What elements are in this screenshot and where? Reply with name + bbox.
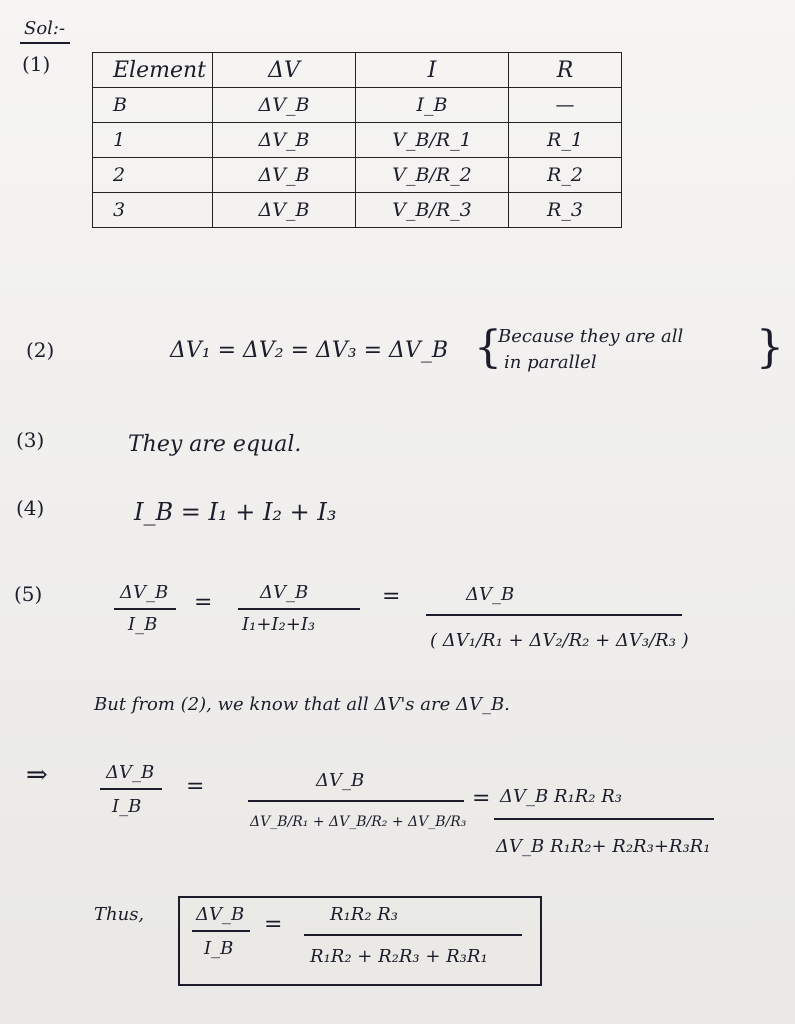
p5-equals-1: = [194,590,213,615]
solution-underline [20,42,70,44]
p5-rhs-fraction-bar [426,614,682,616]
part-2-note-line1: Because they are all [498,326,684,347]
table-cell: B [93,88,213,123]
p5-lhs-fraction-bar [114,608,176,610]
table-cell: 3 [93,193,213,228]
table-row [93,193,622,228]
solution-label: Sol:- [24,18,66,39]
part-3-label: (3) [16,428,45,452]
part-2-note-line2: in parallel [504,352,597,373]
implies-lhs-numerator: ΔV_B [106,762,155,783]
table-header-cell: R [508,53,621,88]
p5-mid-fraction-bar [238,608,360,610]
part-4-label: (4) [16,496,45,520]
element-table [92,52,622,228]
final-lhs-denominator: I_B [204,938,234,959]
implies-mid-denominator: ΔV_B/R₁ + ΔV_B/R₂ + ΔV_B/R₃ [250,814,467,830]
table-cell: R_1 [508,123,621,158]
table-header-cell: ΔV [213,53,356,88]
p5-equals-2: = [382,584,401,609]
p5-rhs-denominator: ( ΔV₁/R₁ + ΔV₂/R₂ + ΔV₃/R₃ ) [430,630,689,651]
part-1-label: (1) [22,52,51,76]
part-5-label: (5) [14,582,43,606]
part-4-equation: I_B = I₁ + I₂ + I₃ [134,498,337,526]
right-brace: } [756,322,784,373]
final-rhs-numerator: R₁R₂ R₃ [330,904,399,925]
table-header-cell: Element [93,53,213,88]
table-cell: ΔV_B [213,123,356,158]
table-cell: 1 [93,123,213,158]
implies-rhs-fraction-bar [494,818,714,820]
final-rhs-fraction-bar [304,934,522,936]
final-label: Thus, [94,904,145,925]
implies-mid-numerator: ΔV_B [316,770,365,791]
implies-equals-2: = [472,786,491,811]
implies-lhs-fraction-bar [100,788,162,790]
implies-lhs-denominator: I_B [112,796,142,817]
but-from-line: But from (2), we know that all ΔV's are ΔV_B. [94,694,510,715]
final-lhs-fraction-bar [192,930,250,932]
p5-rhs-numerator: ΔV_B [466,584,515,605]
table-cell: R_3 [508,193,621,228]
p5-lhs-denominator: I_B [128,614,158,635]
table-cell: I_B [356,88,509,123]
part-2-equation: ΔV₁ = ΔV₂ = ΔV₃ = ΔV_B [170,338,448,363]
p5-mid-numerator: ΔV_B [260,582,309,603]
implies-arrow: ⇒ [26,760,48,790]
implies-mid-fraction-bar [248,800,464,802]
table-header-cell: I [356,53,509,88]
table-cell: ΔV_B [213,158,356,193]
table-row [93,123,622,158]
table-cell: V_B/R_3 [356,193,509,228]
implies-rhs-denominator: ΔV_B R₁R₂+ R₂R₃+R₃R₁ [496,836,711,857]
table-cell: ΔV_B [213,193,356,228]
implies-equals-1: = [186,774,205,799]
implies-rhs-numerator: ΔV_B R₁R₂ R₃ [500,786,622,807]
table-row [93,158,622,193]
table-cell: R_2 [508,158,621,193]
part-3-text: They are equal. [128,432,302,457]
final-lhs-numerator: ΔV_B [196,904,245,925]
p5-mid-denominator: I₁+I₂+I₃ [242,614,316,635]
p5-lhs-numerator: ΔV_B [120,582,169,603]
table-cell: — [508,88,621,123]
table-cell: V_B/R_1 [356,123,509,158]
table-cell: 2 [93,158,213,193]
table-row [93,88,622,123]
final-rhs-denominator: R₁R₂ + R₂R₃ + R₃R₁ [310,946,488,967]
left-brace: { [474,322,502,373]
final-equals: = [264,912,283,937]
table-cell: ΔV_B [213,88,356,123]
table-header-row [93,53,622,88]
table-cell: V_B/R_2 [356,158,509,193]
part-2-label: (2) [26,338,55,362]
